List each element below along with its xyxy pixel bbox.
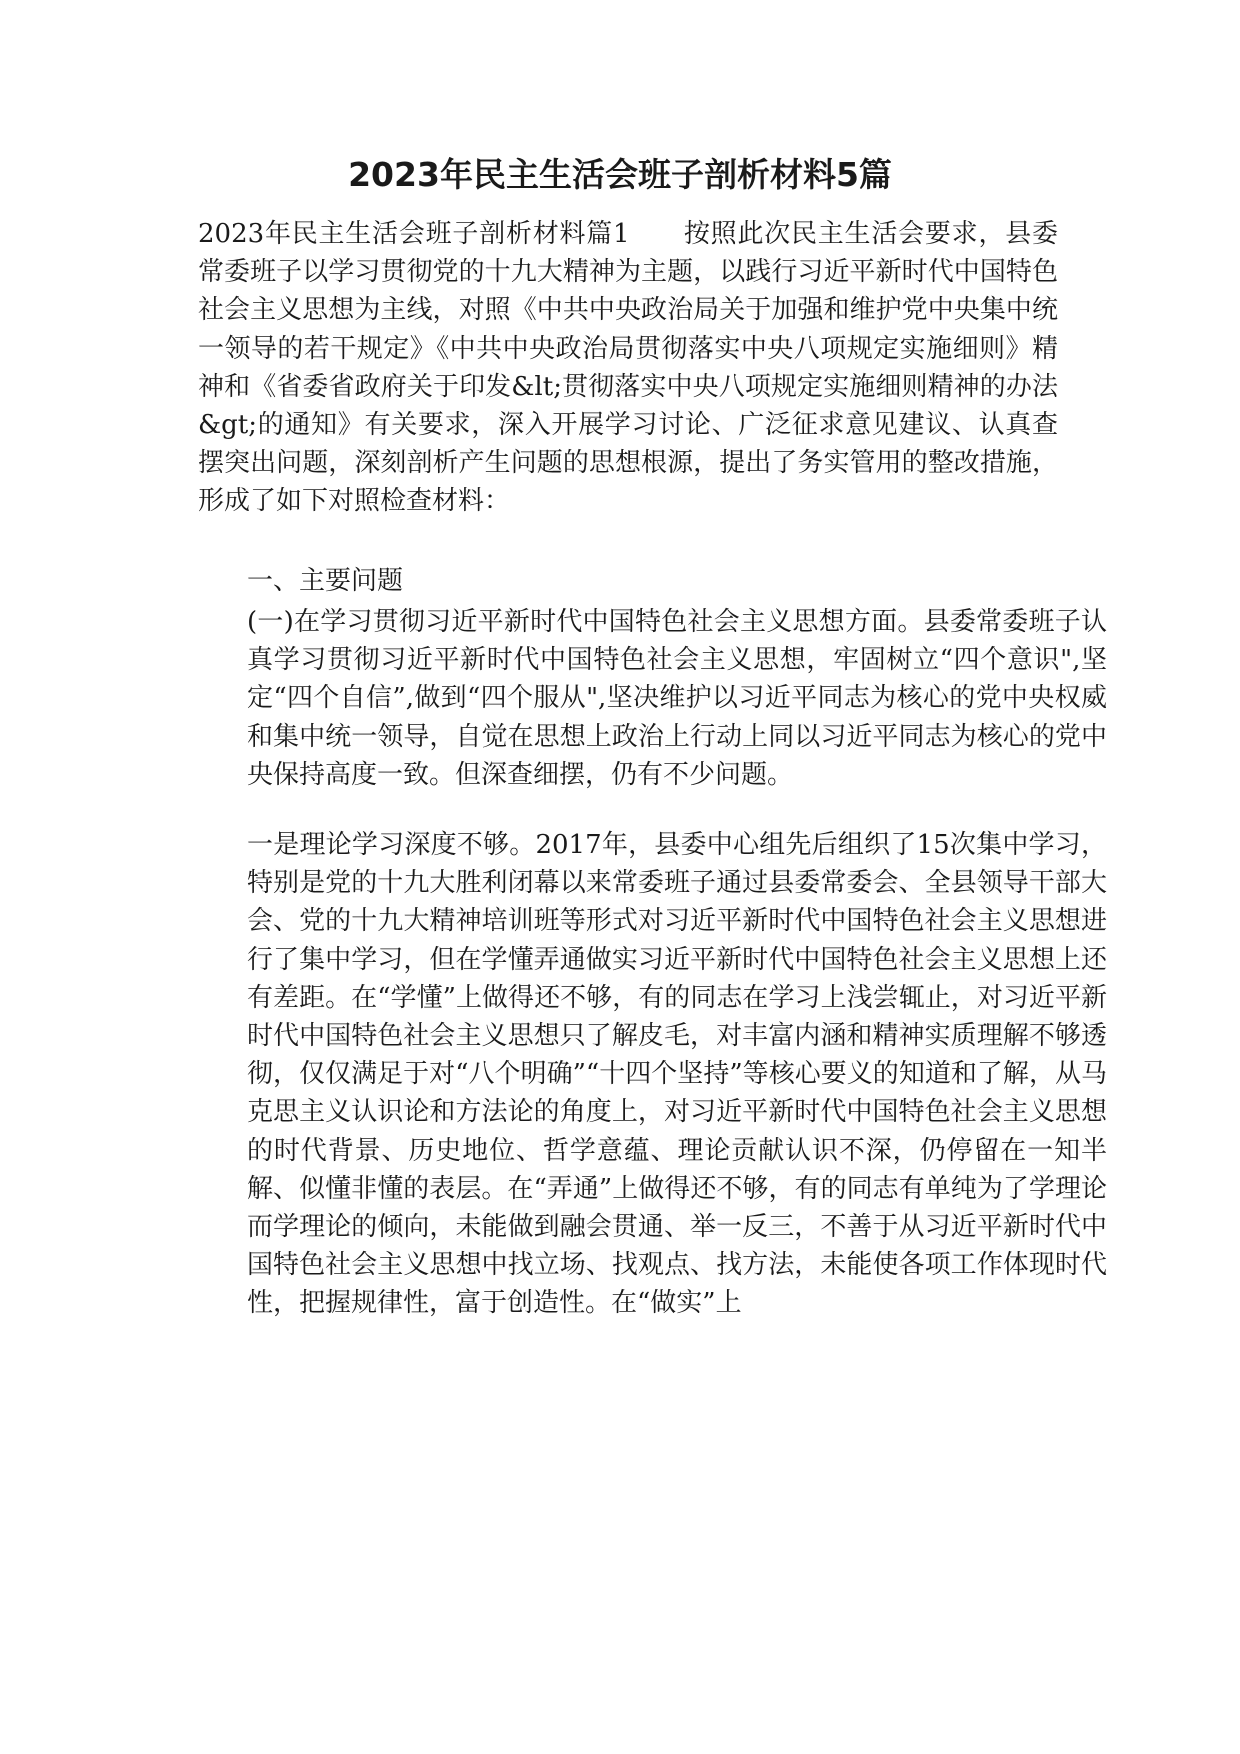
intro-paragraph: 2023年民主生活会班子剖析材料篇1 按照此次民主生活会要求，县委常委班子以学习贯彻党的十九大精神为主题，以践行习近平新时代中国特色社会主义思想为主线，对照《中共中央政治局关于加强和维护党中央集中统一领导的若干规定》《中共中央政治局贯彻落实中央八项规定实施细则》精神和《省委省政府关于印发&lt;贯彻落实中央八项规定实施细则精神的办法&gt;的通知》有关要求，深入开展学习讨论、广泛征求意见建议、认真查摆突出问题，深刻剖析产生问题的思想根源，提出了务实管用的整改措施，形成了如下对照检查材料： — [198, 219, 1058, 517]
body-paragraph: (一)在学习贯彻习近平新时代中国特色社会主义思想方面。县委常委班子认真学习贯彻习近平新时代中国特色社会主义思想，牢固树立“四个意识",坚定“四个自信”,做到“四个服从",坚决维护以习近平同志为核心的党中央权威和集中统一领导，自觉在思想上政治上行动上同以习近平同志为核心的党中央保持高度一致。但深查细摆，仍有不少问题。 — [247, 607, 1107, 790]
section-heading: 一、主要问题 — [247, 566, 404, 596]
body-paragraph: 一是理论学习深度不够。2017年，县委中心组先后组织了15次集中学习，特别是党的十九大胜利闭幕以来常委班子通过县委常委会、全县领导干部大会、党的十九大精神培训班等形式对习近平新时代中国特色社会主义思想进行了集中学习，但在学懂弄通做实习近平新时代中国特色社会主义思想上还有差距。在“学懂”上做得还不够，有的同志在学习上浅尝辄止，对习近平新时代中国特色社会主义思想只了解皮毛，对丰富内涵和精神实质理解不够透彻，仅仅满足于对“八个明确”“十四个坚持”等核心要义的知道和了解，从马克思主义认识论和方法论的角度上，对习近平新时代中国特色社会主义思想的时代背景、历史地位、哲学意蕴、理论贡献认识不深，仍停留在一知半解、似懂非懂的表层。在“弄通”上做得还不够，有的同志有单纯为了学理论而学理论的倾向，未能做到融会贯通、举一反三，不善于从习近平新时代中国特色社会主义思想中找立场、找观点、找方法，未能使各项工作体现时代性，把握规律性，富于创造性。在“做实”上 — [247, 830, 1107, 1319]
document-title: 2023年民主生活会班子剖析材料5篇 — [348, 155, 892, 194]
